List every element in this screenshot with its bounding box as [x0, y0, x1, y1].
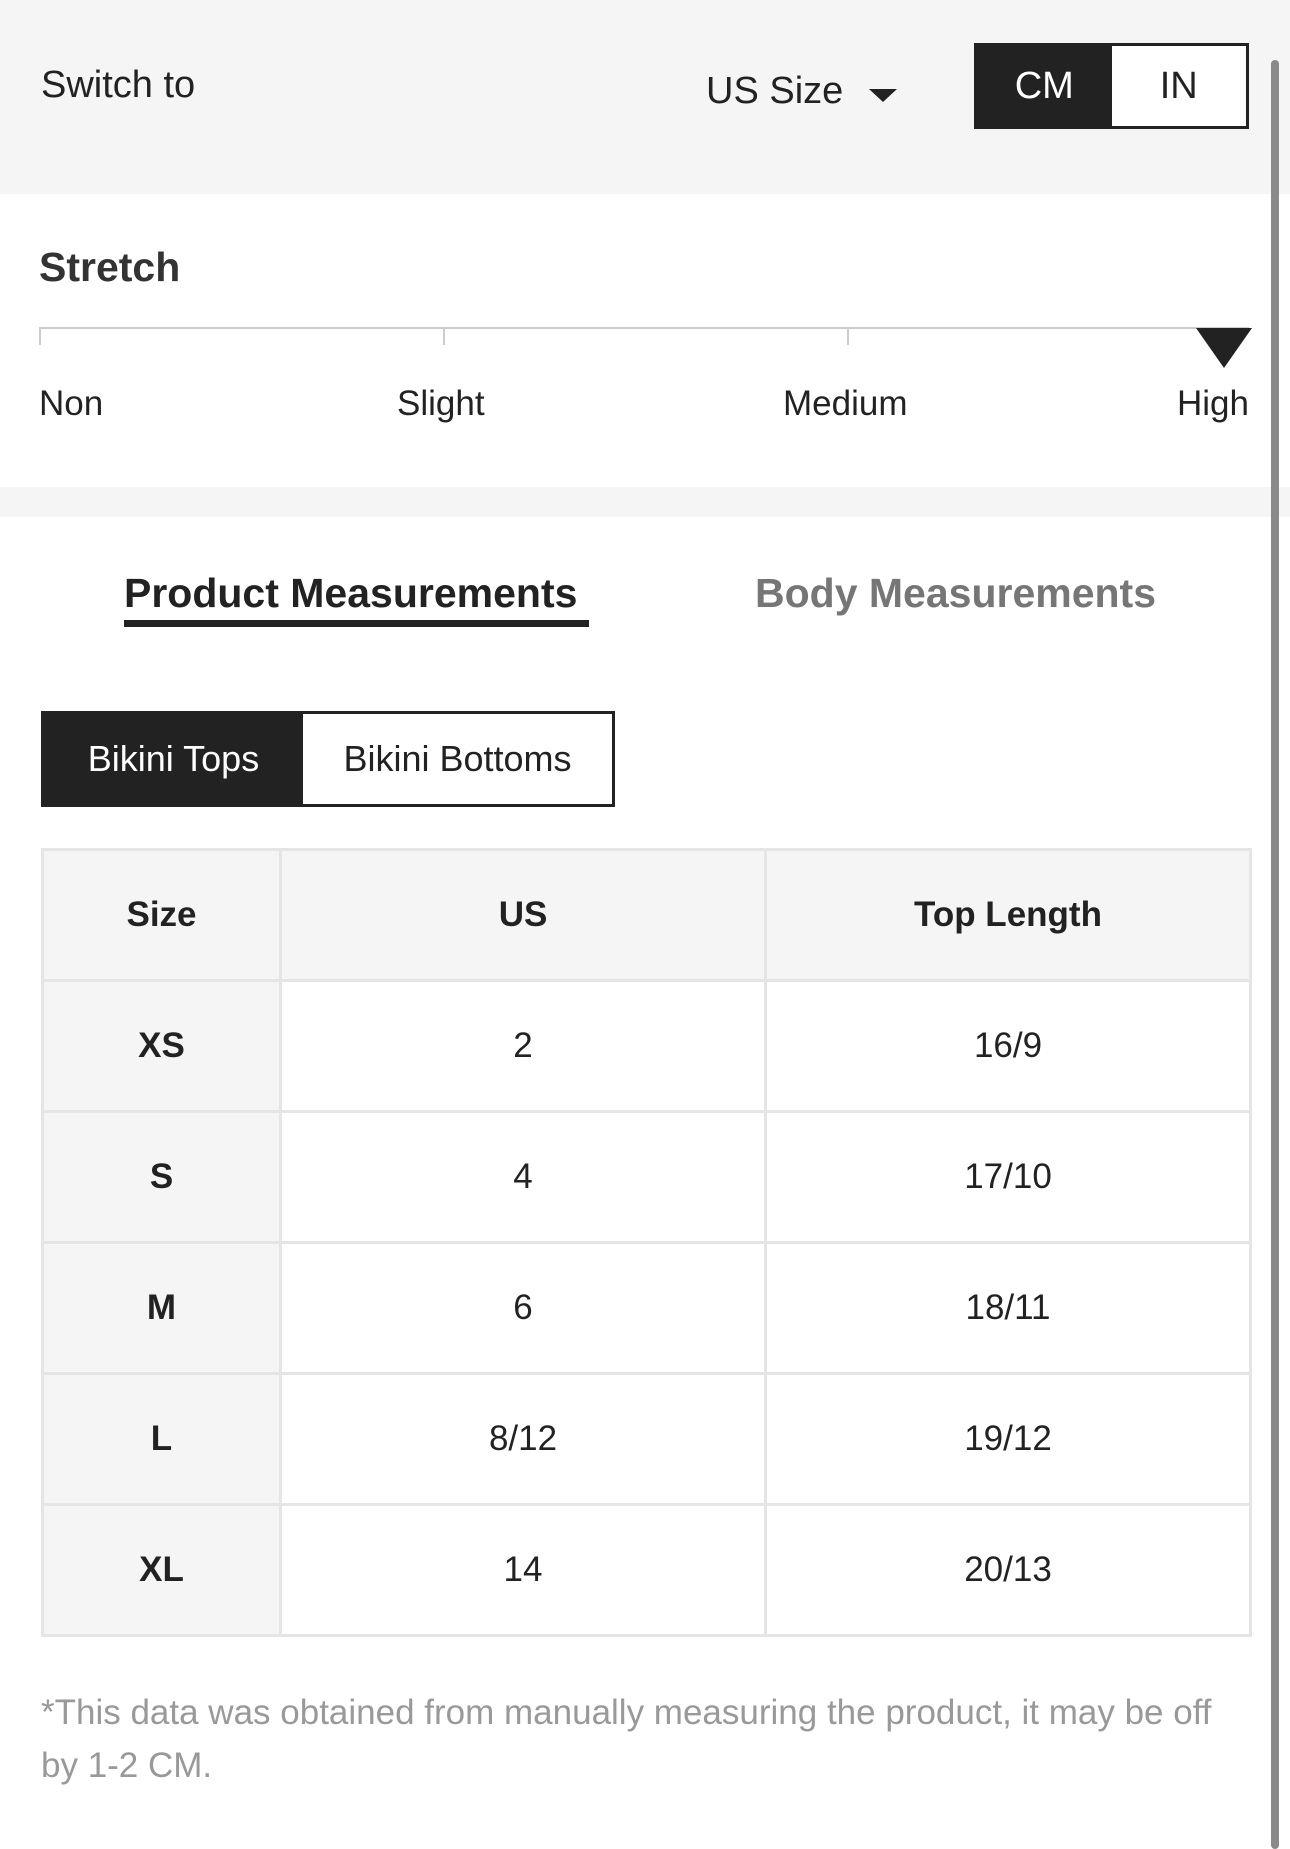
us-cell: 8/12	[281, 1374, 766, 1505]
stretch-title: Stretch	[39, 244, 181, 290]
stretch-level-slight: Slight	[397, 384, 485, 423]
table-row	[43, 1243, 1251, 1374]
table-row	[43, 1112, 1251, 1243]
us-cell: 2	[281, 981, 766, 1112]
size-system-value: US Size	[706, 69, 844, 112]
top-length-cell: 20/13	[766, 1505, 1251, 1636]
subtab-bikini-tops[interactable]: Bikini Tops	[44, 714, 303, 804]
stretch-section	[0, 194, 1290, 487]
active-tab-underline	[124, 620, 589, 627]
size-cell: L	[43, 1374, 281, 1505]
unit-switch-bar	[0, 0, 1290, 194]
tab-product-measurements[interactable]: Product Measurements	[124, 570, 578, 616]
header-us: US	[281, 850, 766, 981]
caret-down-icon	[869, 89, 897, 102]
header-size: Size	[43, 850, 281, 981]
unit-cm-button[interactable]: CM	[977, 46, 1112, 126]
us-cell: 6	[281, 1243, 766, 1374]
tab-body-measurements[interactable]: Body Measurements	[755, 570, 1157, 616]
top-length-cell: 18/11	[766, 1243, 1251, 1374]
switch-to-label: Switch to	[41, 64, 196, 106]
stretch-level-medium: Medium	[783, 384, 908, 423]
top-length-cell: 17/10	[766, 1112, 1251, 1243]
size-system-dropdown[interactable]	[706, 66, 897, 116]
size-cell: XS	[43, 981, 281, 1112]
measurement-footnote: *This data was obtained from manually measuring the product, it may be off by 1-2 CM.	[41, 1693, 1212, 1785]
header-top-length: Top Length	[766, 850, 1251, 981]
table-row	[43, 1374, 1251, 1505]
vertical-scrollbar[interactable]	[1271, 60, 1279, 1849]
size-chart-table	[41, 848, 1252, 1637]
stretch-marker-icon	[1196, 328, 1252, 368]
us-cell: 4	[281, 1112, 766, 1243]
unit-toggle	[974, 43, 1249, 129]
table-header-row	[43, 850, 1251, 981]
top-length-cell: 19/12	[766, 1374, 1251, 1505]
top-length-cell: 16/9	[766, 981, 1251, 1112]
size-cell: M	[43, 1243, 281, 1374]
category-subtabs	[41, 711, 615, 807]
stretch-tick	[443, 327, 445, 345]
size-cell: S	[43, 1112, 281, 1243]
size-cell: XL	[43, 1505, 281, 1636]
us-cell: 14	[281, 1505, 766, 1636]
section-divider	[0, 487, 1290, 517]
unit-in-button[interactable]: IN	[1112, 46, 1247, 126]
stretch-scale-track	[39, 327, 1249, 329]
subtab-bikini-bottoms[interactable]: Bikini Bottoms	[303, 714, 612, 804]
table-row	[43, 981, 1251, 1112]
stretch-level-high: High	[1177, 384, 1249, 423]
stretch-tick	[847, 327, 849, 345]
table-row	[43, 1505, 1251, 1636]
stretch-tick	[39, 327, 41, 345]
stretch-level-non: Non	[39, 384, 104, 423]
